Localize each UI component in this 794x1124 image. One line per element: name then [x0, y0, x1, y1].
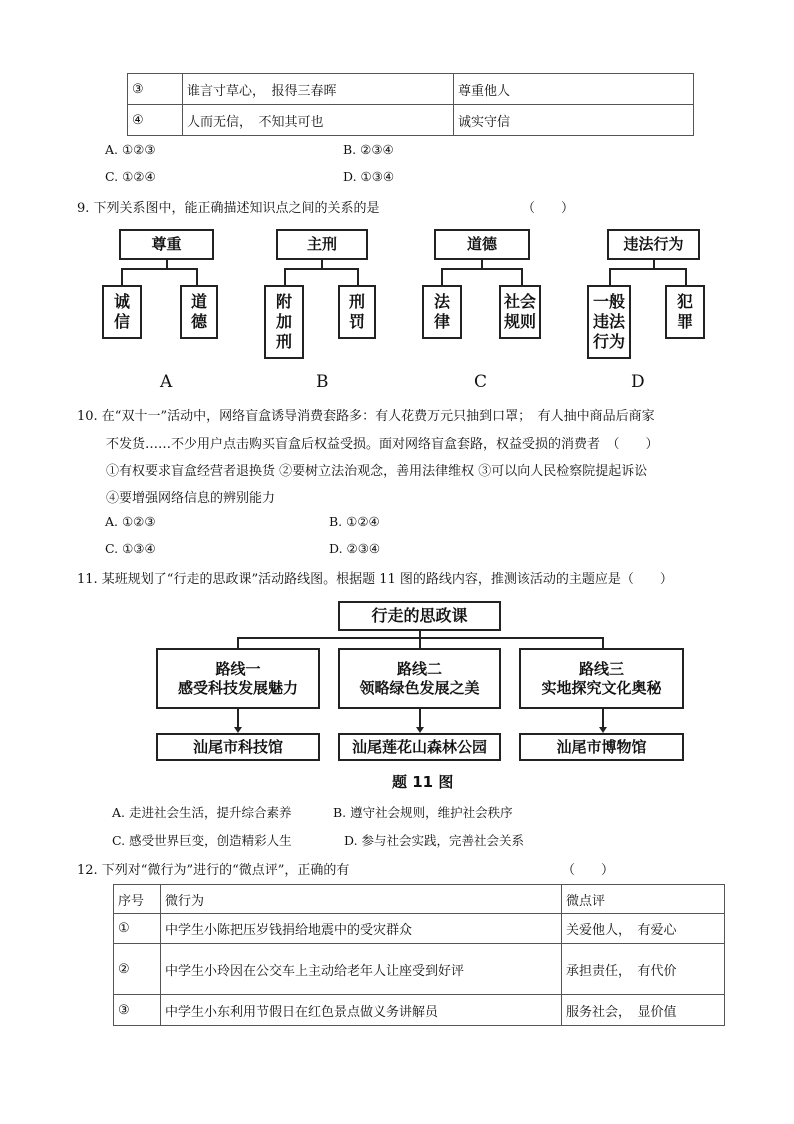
q11-option-b: B. 遵守社会规则，维护社会秩序: [333, 805, 513, 820]
route-2-box: [338, 648, 501, 709]
q8-table: [127, 73, 694, 136]
diagram-b-right-box: 刑 罚: [338, 285, 376, 339]
diagram-c-left-box: 法 律: [422, 285, 462, 339]
diagram-b-left-box: 附 加 刑: [264, 285, 304, 359]
q8-option-b: B. ②③④: [343, 142, 394, 157]
route-1-box: [156, 648, 320, 709]
table-row: [114, 914, 725, 944]
q11-title-box: 行走的思政课: [338, 601, 501, 631]
diagram-d-letter: D: [631, 372, 645, 392]
diagram-b-letter: B: [316, 372, 329, 392]
diagram-a-letter: A: [160, 372, 173, 392]
table-cell: 服务社会， 显价值: [562, 995, 725, 1026]
route-2-dest: 汕尾莲花山森林公园: [338, 733, 501, 761]
diagram-c-right-box: 社会 规则: [499, 285, 541, 339]
q11-option-a: A. 走进社会生活，提升综合素养: [112, 805, 292, 820]
table-cell: 中学生小玲因在公交车上主动给老年人让座受到好评: [161, 944, 562, 995]
q10-option-d: D. ②③④: [329, 541, 381, 556]
diagram-a-top-box: 尊重: [119, 229, 214, 260]
table-header: 序号: [114, 885, 161, 914]
table-cell: 中学生小陈把压岁钱捐给地震中的受灾群众: [161, 914, 562, 944]
q10-option-b: B. ①②④: [329, 514, 380, 529]
q10-statements-line1: ①有权要求盲盒经营者退换货 ②要树立法治观念，善用法律维权 ③可以向人民检察院提起诉讼: [106, 464, 648, 479]
table-cell: ④: [128, 105, 183, 136]
route-1-desc: 感受科技发展魅力: [177, 678, 298, 697]
diagram-c-letter: C: [474, 372, 488, 392]
q11-option-d: D. 参与社会实践，完善社会关系: [344, 833, 525, 848]
q12-stem: 12. 下列对“微行为”进行的“微点评”，正确的有: [77, 863, 350, 878]
q10-statements-line2: ④要增强网络信息的辨别能力: [106, 491, 276, 506]
diagram-c-top-box: 道德: [434, 229, 530, 260]
q10-stem-line1: 10. 在“双十一”活动中，网络盲盒诱导消费套路多：有人花费万元只抽到口罩； 有人抽中商品后商家: [77, 409, 655, 424]
table-cell: ③: [128, 74, 183, 105]
diagram-d-top-box: 违法行为: [607, 229, 700, 260]
route-3-dest: 汕尾市博物馆: [519, 733, 684, 761]
diagram-b-top-box: 主刑: [276, 229, 368, 260]
table-header: 微行为: [161, 885, 562, 914]
table-cell: 中学生小东利用节假日在红色景点做义务讲解员: [161, 995, 562, 1026]
table-cell: ②: [114, 944, 161, 995]
q11-figure-caption: 题 11 图: [392, 773, 454, 791]
table-cell: 关爱他人， 有爱心: [562, 914, 725, 944]
q10-stem-line2: 不发货……不少用户点击购买盲盒后权益受损。面对网络盲盒套路，权益受损的消费者 （ ）: [106, 437, 659, 452]
q12-table: [113, 884, 725, 1026]
table-header: 微点评: [562, 885, 725, 914]
q10-option-c: C. ①③④: [105, 541, 156, 556]
q9-answer-paren: （ ）: [522, 201, 575, 216]
q11-option-c: C. 感受世界巨变，创造精彩人生: [112, 833, 292, 848]
q8-option-c: C. ①②④: [105, 169, 156, 184]
route-1-dest: 汕尾市科技馆: [156, 733, 320, 761]
diagram-a-right-box: 道 德: [180, 285, 218, 339]
q8-option-d: D. ①③④: [343, 169, 395, 184]
table-cell: 诚实守信: [454, 105, 694, 136]
table-cell: ①: [114, 914, 161, 944]
diagram-d-left-box: 一般 违法 行为: [587, 285, 631, 359]
table-cell: 人而无信， 不知其可也: [183, 105, 454, 136]
route-1-name: 路线一: [215, 659, 261, 678]
diagram-a-left-box: 诚 信: [102, 285, 142, 339]
route-3-desc: 实地探究文化奥秘: [541, 678, 662, 697]
q10-option-a: A. ①②③: [105, 514, 156, 529]
q12-answer-paren: （ ）: [562, 863, 615, 878]
diagram-d-right-box: 犯 罪: [665, 285, 705, 339]
route-2-desc: 领略绿色发展之美: [359, 678, 480, 697]
route-2-name: 路线二: [396, 659, 442, 678]
route-3-name: 路线三: [578, 659, 624, 678]
table-cell: 承担责任， 有代价: [562, 944, 725, 995]
q9-stem: 9. 下列关系图中，能正确描述知识点之间的关系的是: [77, 201, 380, 216]
table-cell: 尊重他人: [454, 74, 694, 105]
table-row: [114, 944, 725, 995]
table-cell: ③: [114, 995, 161, 1026]
q8-option-a: A. ①②③: [105, 142, 156, 157]
route-3-box: [519, 648, 684, 709]
table-row: [114, 995, 725, 1026]
q11-stem: 11. 某班规划了“行走的思政课”活动路线图。根据题 11 图的路线内容，推测该活动的主题应是（ ）: [77, 572, 673, 587]
table-cell: 谁言寸草心， 报得三春晖: [183, 74, 454, 105]
